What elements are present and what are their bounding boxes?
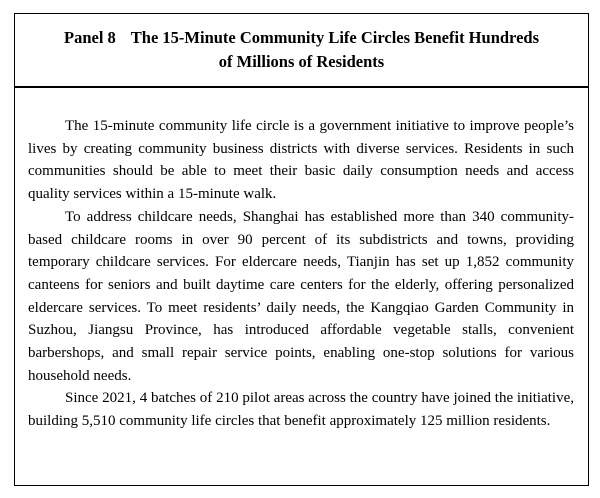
panel-body bbox=[15, 88, 588, 433]
body-paragraph-intro: The 15-minute community life circle is a government initiative to improve people’s lives by creating community business districts with diverse services. Residents in such communities should be able to meet their basic daily consumption needs and access quality services within a 15-minute walk. bbox=[28, 118, 574, 203]
panel-number-label: Panel 8 bbox=[63, 27, 116, 47]
panel-title-text: The 15-Minute Community Life Circles Benefit Hundreds bbox=[130, 27, 539, 47]
panel-title-line-2: of Millions of Residents bbox=[218, 52, 385, 71]
panel-title-line-1 bbox=[64, 26, 539, 51]
body-paragraph-examples: To address childcare needs, Shanghai has established more than 340 community-based childcare rooms in over 90 percent of its subdistricts and towns, providing temporary childcare services. For eldercare needs, Tianjin has set up 1,852 community canteens for seniors and built daytime care centers for the elderly, offering personalized eldercare services. To meet residents’ daily needs, the Kangqiao Garden Community in Suzhou, Jiangsu Province, has introduced affordable vegetable stalls, convenient barbershops, and small repair service points, enabling one-stop solutions for various household needs. bbox=[28, 208, 574, 384]
panel-8-box bbox=[14, 13, 589, 486]
panel-title bbox=[15, 14, 588, 88]
body-paragraph-statistics: Since 2021, 4 batches of 210 pilot areas across the country have joined the initiative, building 5,510 community life circles that benefit approximately 125 million residents. bbox=[28, 390, 574, 430]
